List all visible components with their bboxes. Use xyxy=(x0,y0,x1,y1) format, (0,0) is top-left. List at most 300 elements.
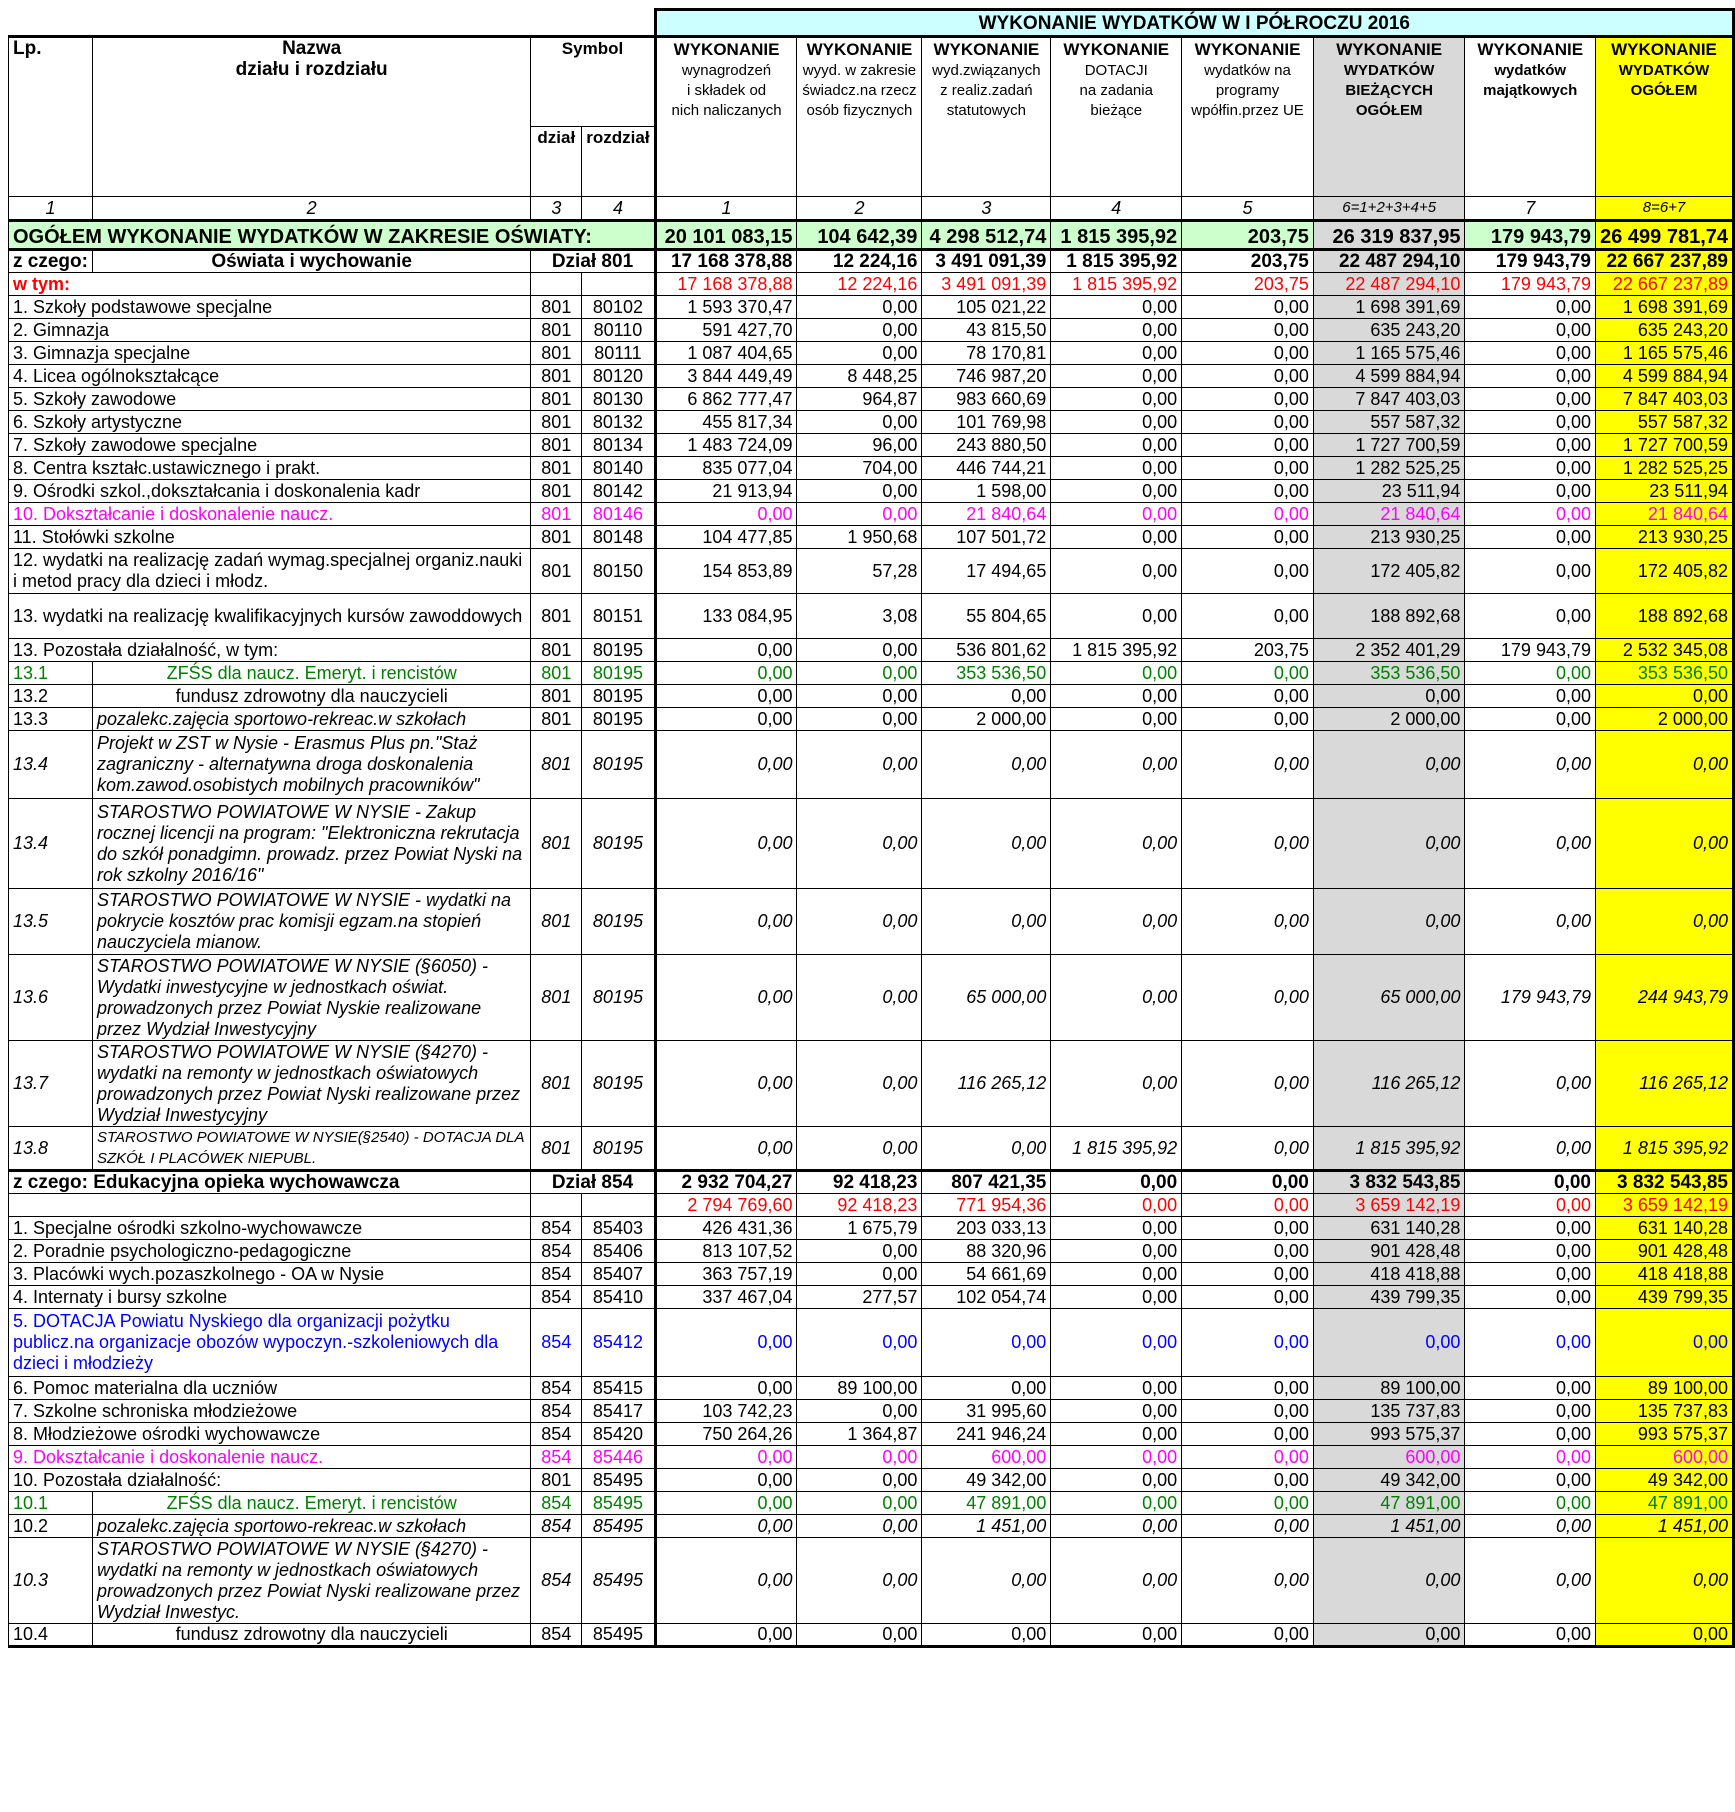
value-cell: 179 943,79 xyxy=(1465,273,1596,296)
value-cell: 244 943,79 xyxy=(1596,955,1734,1041)
value-cell: 12 224,16 xyxy=(797,273,922,296)
value-cell: 0,00 xyxy=(655,662,797,685)
value-cell: 103 742,23 xyxy=(655,1400,797,1423)
value-cell: 0,00 xyxy=(1182,296,1314,319)
value-cell: 135 737,83 xyxy=(1313,1400,1465,1423)
row-name: 10. Dokształcanie i doskonalenie naucz. xyxy=(9,503,531,526)
rozdzial-cell: 80195 xyxy=(582,1127,655,1171)
value-cell: 104 477,85 xyxy=(655,526,797,549)
value-cell: 0,00 xyxy=(1465,480,1596,503)
wtym-label: w tym: xyxy=(9,273,531,296)
value-cell: 0,00 xyxy=(1051,731,1182,799)
value-cell: 0,00 xyxy=(1465,434,1596,457)
value-cell: 0,00 xyxy=(797,1263,922,1286)
value-cell: 0,00 xyxy=(1596,731,1734,799)
value-cell: 0,00 xyxy=(1465,1263,1596,1286)
value-cell: 0,00 xyxy=(1182,342,1314,365)
value-cell: 3 832 543,85 xyxy=(1596,1171,1734,1194)
empty-cell xyxy=(531,1194,582,1217)
value-cell: 1 282 525,25 xyxy=(1596,457,1734,480)
rozdzial-cell: 80140 xyxy=(582,457,655,480)
table-row xyxy=(9,342,1734,365)
value-cell: 813 107,52 xyxy=(655,1240,797,1263)
rozdzial-cell: 80195 xyxy=(582,731,655,799)
value-cell: 0,00 xyxy=(797,889,922,955)
value-cell: 188 892,68 xyxy=(1596,594,1734,639)
value-cell: 0,00 xyxy=(1051,1423,1182,1446)
index-cell: 7 xyxy=(1465,197,1596,221)
rozdzial-cell: 85412 xyxy=(582,1309,655,1377)
value-cell: 0,00 xyxy=(1465,1171,1596,1194)
table-row xyxy=(9,365,1734,388)
table-row xyxy=(9,1217,1734,1240)
table-row xyxy=(9,1469,1734,1492)
value-cell: 771 954,36 xyxy=(922,1194,1051,1217)
value-cell: 0,00 xyxy=(797,1492,922,1515)
value-cell: 0,00 xyxy=(1051,662,1182,685)
table-row xyxy=(9,1377,1734,1400)
value-cell: 1 451,00 xyxy=(1596,1515,1734,1538)
value-cell: 96,00 xyxy=(797,434,922,457)
value-cell: 1 364,87 xyxy=(797,1423,922,1446)
sub-lp: 10.3 xyxy=(9,1538,93,1624)
value-cell: 43 815,50 xyxy=(922,319,1051,342)
dzial-cell: 854 xyxy=(531,1263,582,1286)
value-cell: 455 817,34 xyxy=(655,411,797,434)
value-cell: 107 501,72 xyxy=(922,526,1051,549)
value-cell: 241 946,24 xyxy=(922,1423,1051,1446)
value-cell: 4 298 512,74 xyxy=(922,221,1051,250)
sub-name: ZFŚS dla naucz. Emeryt. i rencistów xyxy=(92,662,530,685)
dzial-cell: 801 xyxy=(531,296,582,319)
value-cell: 0,00 xyxy=(922,731,1051,799)
sub-row xyxy=(9,1538,1734,1624)
table-row xyxy=(9,549,1734,594)
sub-row xyxy=(9,1624,1734,1647)
value-cell: 0,00 xyxy=(1313,889,1465,955)
value-cell: 1 727 700,59 xyxy=(1313,434,1465,457)
value-cell: 0,00 xyxy=(1465,342,1596,365)
value-cell: 0,00 xyxy=(797,799,922,889)
table-row xyxy=(9,1446,1734,1469)
table-row xyxy=(9,1309,1734,1377)
value-cell: 0,00 xyxy=(1465,662,1596,685)
rozdzial-cell: 85403 xyxy=(582,1217,655,1240)
dzial-cell: 854 xyxy=(531,1492,582,1515)
row-name: 8. Młodzieżowe ośrodki wychowawcze xyxy=(9,1423,531,1446)
value-cell: 0,00 xyxy=(655,1127,797,1171)
value-cell: 0,00 xyxy=(1051,1041,1182,1127)
value-cell: 0,00 xyxy=(1182,1515,1314,1538)
value-cell: 3 659 142,19 xyxy=(1596,1194,1734,1217)
dzial-cell: 801 xyxy=(531,480,582,503)
value-cell: 17 168 378,88 xyxy=(655,273,797,296)
value-cell: 203 033,13 xyxy=(922,1217,1051,1240)
value-cell: 901 428,48 xyxy=(1313,1240,1465,1263)
value-cell: 1 087 404,65 xyxy=(655,342,797,365)
value-cell: 835 077,04 xyxy=(655,457,797,480)
value-cell: 635 243,20 xyxy=(1596,319,1734,342)
value-cell: 1 698 391,69 xyxy=(1313,296,1465,319)
value-cell: 0,00 xyxy=(1051,889,1182,955)
value-cell: 0,00 xyxy=(1182,1492,1314,1515)
rozdzial-cell: 80102 xyxy=(582,296,655,319)
value-cell: 26 499 781,74 xyxy=(1596,221,1734,250)
table-row xyxy=(9,526,1734,549)
value-cell: 49 342,00 xyxy=(922,1469,1051,1492)
dzial-cell: 801 xyxy=(531,594,582,639)
value-cell: 0,00 xyxy=(1182,1286,1314,1309)
value-cell: 0,00 xyxy=(1051,955,1182,1041)
col-header-2: WYKONANIE wyyd. w zakresie świadcz.na rzecz osób fizycznych xyxy=(797,37,922,197)
row-name: 12. wydatki na realizację zadań wymag.specjalnej organiz.nauki i metod pracy dla dzieci i młodz. xyxy=(9,549,531,594)
value-cell: 7 847 403,03 xyxy=(1313,388,1465,411)
value-cell: 55 804,65 xyxy=(922,594,1051,639)
dzial-cell: 801 xyxy=(531,388,582,411)
value-cell: 4 599 884,94 xyxy=(1313,365,1465,388)
value-cell: 0,00 xyxy=(1051,388,1182,411)
sub-row xyxy=(9,955,1734,1041)
value-cell: 0,00 xyxy=(1596,1624,1734,1647)
value-cell: 1 165 575,46 xyxy=(1596,342,1734,365)
value-cell: 1 815 395,92 xyxy=(1596,1127,1734,1171)
value-cell: 1 815 395,92 xyxy=(1051,221,1182,250)
value-cell: 21 840,64 xyxy=(1596,503,1734,526)
value-cell: 0,00 xyxy=(1051,1538,1182,1624)
row-name: 6. Pomoc materialna dla uczniów xyxy=(9,1377,531,1400)
value-cell: 0,00 xyxy=(1465,503,1596,526)
value-cell: 89 100,00 xyxy=(1313,1377,1465,1400)
sub-lp: 13.4 xyxy=(9,799,93,889)
value-cell: 418 418,88 xyxy=(1596,1263,1734,1286)
value-cell: 1 598,00 xyxy=(922,480,1051,503)
value-cell: 0,00 xyxy=(655,955,797,1041)
col-header-3: WYKONANIE wyd.związanych z realiz.zadań statutowych xyxy=(922,37,1051,197)
value-cell: 0,00 xyxy=(1051,1515,1182,1538)
value-cell: 0,00 xyxy=(1182,685,1314,708)
value-cell: 0,00 xyxy=(1051,1194,1182,1217)
sub-lp: 13.6 xyxy=(9,955,93,1041)
value-cell: 0,00 xyxy=(1051,1469,1182,1492)
value-cell: 0,00 xyxy=(1182,955,1314,1041)
value-cell: 0,00 xyxy=(655,1446,797,1469)
value-cell: 0,00 xyxy=(1051,365,1182,388)
value-cell: 0,00 xyxy=(655,731,797,799)
dzial-cell: 801 xyxy=(531,411,582,434)
value-cell: 0,00 xyxy=(655,1492,797,1515)
value-cell: 17 168 378,88 xyxy=(655,250,797,273)
value-cell: 0,00 xyxy=(655,1515,797,1538)
value-cell: 89 100,00 xyxy=(797,1377,922,1400)
value-cell: 0,00 xyxy=(1182,1446,1314,1469)
value-cell: 0,00 xyxy=(1182,708,1314,731)
value-cell: 0,00 xyxy=(655,503,797,526)
value-cell: 0,00 xyxy=(655,1377,797,1400)
value-cell: 0,00 xyxy=(1051,685,1182,708)
value-cell: 3 491 091,39 xyxy=(922,250,1051,273)
value-cell: 20 101 083,15 xyxy=(655,221,797,250)
value-cell: 0,00 xyxy=(1465,1240,1596,1263)
col-header-6: WYKONANIE WYDATKÓW BIEŻĄCYCH OGÓŁEM xyxy=(1313,37,1465,197)
row-name: 7. Szkoły zawodowe specjalne xyxy=(9,434,531,457)
value-cell: 0,00 xyxy=(1465,708,1596,731)
value-cell: 0,00 xyxy=(1182,1127,1314,1171)
value-cell: 22 667 237,89 xyxy=(1596,273,1734,296)
value-cell: 1 483 724,09 xyxy=(655,434,797,457)
rozdzial-cell: 80195 xyxy=(582,708,655,731)
dzial-cell: 854 xyxy=(531,1423,582,1446)
index-cell: 8=6+7 xyxy=(1596,197,1734,221)
value-cell: 704,00 xyxy=(797,457,922,480)
row-name: 1. Specjalne ośrodki szkolno-wychowawcze xyxy=(9,1217,531,1240)
row-name: 7. Szkolne schroniska młodzieżowe xyxy=(9,1400,531,1423)
value-cell: 154 853,89 xyxy=(655,549,797,594)
value-cell: 0,00 xyxy=(655,1538,797,1624)
value-cell: 0,00 xyxy=(1465,526,1596,549)
value-cell: 0,00 xyxy=(1051,1446,1182,1469)
col-header-5: WYKONANIE wydatków na programy wpółfin.przez UE xyxy=(1182,37,1314,197)
value-cell: 49 342,00 xyxy=(1596,1469,1734,1492)
index-row xyxy=(9,197,1734,221)
row-name: 3. Placówki wych.pozaszkolnego - OA w Nysie xyxy=(9,1263,531,1286)
dzial-cell: 801 xyxy=(531,365,582,388)
sub-row xyxy=(9,708,1734,731)
value-cell: 337 467,04 xyxy=(655,1286,797,1309)
value-cell: 17 494,65 xyxy=(922,549,1051,594)
value-cell: 0,00 xyxy=(797,1446,922,1469)
dzial-cell: 801 xyxy=(531,342,582,365)
value-cell: 0,00 xyxy=(1182,503,1314,526)
row-name: 5. DOTACJA Powiatu Nyskiego dla organizacji pożytku publicz.na organizacje obozów wypoczyn.-szkoleniowych dla dzieci i młodzieży xyxy=(9,1309,531,1377)
name-header: Nazwa działu i rozdziału xyxy=(92,37,530,197)
value-cell: 0,00 xyxy=(655,1041,797,1127)
value-cell: 0,00 xyxy=(1051,457,1182,480)
rozdzial-cell: 85406 xyxy=(582,1240,655,1263)
value-cell: 600,00 xyxy=(1313,1446,1465,1469)
value-cell: 0,00 xyxy=(1051,480,1182,503)
value-cell: 0,00 xyxy=(1596,1538,1734,1624)
table-row xyxy=(9,457,1734,480)
value-cell: 47 891,00 xyxy=(1313,1492,1465,1515)
value-cell: 12 224,16 xyxy=(797,250,922,273)
value-cell: 88 320,96 xyxy=(922,1240,1051,1263)
value-cell: 0,00 xyxy=(1465,1492,1596,1515)
value-cell: 746 987,20 xyxy=(922,365,1051,388)
value-cell: 78 170,81 xyxy=(922,342,1051,365)
index-cell: 4 xyxy=(1051,197,1182,221)
value-cell: 426 431,36 xyxy=(655,1217,797,1240)
value-cell: 0,00 xyxy=(797,708,922,731)
value-cell: 21 840,64 xyxy=(1313,503,1465,526)
section-prefix: z czego: xyxy=(9,250,93,273)
value-cell: 901 428,48 xyxy=(1596,1240,1734,1263)
expenditure-table xyxy=(8,8,1735,1648)
value-cell: 439 799,35 xyxy=(1313,1286,1465,1309)
row-name: 10. Pozostała działalność: xyxy=(9,1469,531,1492)
rozdzial-cell: 80151 xyxy=(582,594,655,639)
value-cell: 0,00 xyxy=(797,731,922,799)
sub-name: ZFŚS dla naucz. Emeryt. i rencistów xyxy=(92,1492,530,1515)
table-row xyxy=(9,594,1734,639)
value-cell: 0,00 xyxy=(1465,1217,1596,1240)
value-cell: 983 660,69 xyxy=(922,388,1051,411)
rozdzial-cell: 85495 xyxy=(582,1538,655,1624)
value-cell: 0,00 xyxy=(922,889,1051,955)
rozdzial-cell: 80132 xyxy=(582,411,655,434)
value-cell: 0,00 xyxy=(1465,1423,1596,1446)
value-cell: 7 847 403,03 xyxy=(1596,388,1734,411)
col-header-4: WYKONANIE DOTACJI na zadania bieżące xyxy=(1051,37,1182,197)
value-cell: 600,00 xyxy=(922,1446,1051,1469)
value-cell: 1 282 525,25 xyxy=(1313,457,1465,480)
value-cell: 0,00 xyxy=(1465,1515,1596,1538)
value-cell: 0,00 xyxy=(1051,1217,1182,1240)
table-row xyxy=(9,388,1734,411)
value-cell: 0,00 xyxy=(797,1309,922,1377)
value-cell: 0,00 xyxy=(1596,889,1734,955)
sub-row xyxy=(9,662,1734,685)
value-cell: 0,00 xyxy=(1465,1194,1596,1217)
sub-lp: 10.2 xyxy=(9,1515,93,1538)
rozdzial-cell: 85417 xyxy=(582,1400,655,1423)
table-row xyxy=(9,1263,1734,1286)
dzial-header: dział xyxy=(531,127,582,197)
rozdzial-cell: 80195 xyxy=(582,889,655,955)
value-cell: 0,00 xyxy=(1182,662,1314,685)
section-label: Oświata i wychowanie xyxy=(92,250,530,273)
section-dzial: Dział 801 xyxy=(531,250,655,273)
value-cell: 0,00 xyxy=(1465,1624,1596,1647)
value-cell: 0,00 xyxy=(797,639,922,662)
rozdzial-cell: 80195 xyxy=(582,685,655,708)
value-cell: 0,00 xyxy=(1465,1041,1596,1127)
sub-name: fundusz zdrowotny dla nauczycieli xyxy=(92,1624,530,1647)
value-cell: 0,00 xyxy=(1051,1400,1182,1423)
value-cell: 3,08 xyxy=(797,594,922,639)
value-cell: 536 801,62 xyxy=(922,639,1051,662)
value-cell: 0,00 xyxy=(1051,1309,1182,1377)
value-cell: 0,00 xyxy=(1182,731,1314,799)
value-cell: 0,00 xyxy=(1596,1309,1734,1377)
lp-header: Lp. xyxy=(9,37,93,197)
dzial-cell: 854 xyxy=(531,1217,582,1240)
row-name: 1. Szkoły podstawowe specjalne xyxy=(9,296,531,319)
index-cell: 1 xyxy=(9,197,93,221)
dzial-cell: 854 xyxy=(531,1309,582,1377)
value-cell: 0,00 xyxy=(1596,799,1734,889)
value-cell: 2 000,00 xyxy=(922,708,1051,731)
sub-lp: 13.5 xyxy=(9,889,93,955)
value-cell: 0,00 xyxy=(1051,434,1182,457)
value-cell: 1 451,00 xyxy=(1313,1515,1465,1538)
total-row xyxy=(9,221,1734,250)
sub-lp: 13.7 xyxy=(9,1041,93,1127)
dzial-cell: 801 xyxy=(531,639,582,662)
value-cell: 0,00 xyxy=(1465,594,1596,639)
value-cell: 6 862 777,47 xyxy=(655,388,797,411)
value-cell: 1 698 391,69 xyxy=(1596,296,1734,319)
rozdzial-cell: 80148 xyxy=(582,526,655,549)
sub-row xyxy=(9,889,1734,955)
dzial-cell: 854 xyxy=(531,1240,582,1263)
value-cell: 0,00 xyxy=(1182,549,1314,594)
dzial-cell: 801 xyxy=(531,434,582,457)
value-cell: 0,00 xyxy=(797,955,922,1041)
row-name: 13. Pozostała działalność, w tym: xyxy=(9,639,531,662)
value-cell: 0,00 xyxy=(1182,319,1314,342)
value-cell: 133 084,95 xyxy=(655,594,797,639)
value-cell: 105 021,22 xyxy=(922,296,1051,319)
value-cell: 0,00 xyxy=(797,503,922,526)
dzial-cell: 854 xyxy=(531,1286,582,1309)
dzial-cell: 801 xyxy=(531,662,582,685)
col-header-1: WYKONANIE wynagrodzeń i składek od nich naliczanych xyxy=(655,37,797,197)
value-cell: 0,00 xyxy=(1051,1624,1182,1647)
value-cell: 0,00 xyxy=(797,1624,922,1647)
dzial-cell: 801 xyxy=(531,503,582,526)
value-cell: 0,00 xyxy=(655,708,797,731)
value-cell: 0,00 xyxy=(797,685,922,708)
value-cell: 1 165 575,46 xyxy=(1313,342,1465,365)
value-cell: 557 587,32 xyxy=(1596,411,1734,434)
index-cell: 2 xyxy=(797,197,922,221)
value-cell: 188 892,68 xyxy=(1313,594,1465,639)
value-cell: 0,00 xyxy=(797,1469,922,1492)
sub-row xyxy=(9,799,1734,889)
value-cell: 101 769,98 xyxy=(922,411,1051,434)
value-cell: 750 264,26 xyxy=(655,1423,797,1446)
value-cell: 2 000,00 xyxy=(1596,708,1734,731)
dzial-cell: 801 xyxy=(531,319,582,342)
value-cell: 0,00 xyxy=(797,1127,922,1171)
sub-lp: 13.1 xyxy=(9,662,93,685)
value-cell: 0,00 xyxy=(1182,889,1314,955)
value-cell: 3 844 449,49 xyxy=(655,365,797,388)
value-cell: 0,00 xyxy=(1465,365,1596,388)
dzial-cell: 801 xyxy=(531,731,582,799)
value-cell: 179 943,79 xyxy=(1465,221,1596,250)
value-cell: 1 815 395,92 xyxy=(1051,250,1182,273)
value-cell: 26 319 837,95 xyxy=(1313,221,1465,250)
sub-name: pozalekc.zajęcia sportowo-rekreac.w szkołach xyxy=(92,1515,530,1538)
dzial-cell: 801 xyxy=(531,889,582,955)
sub-name: STAROSTWO POWIATOWE W NYSIE - wydatki na pokrycie kosztów prac komisji egzam.na stopień nauczyciela mianow. xyxy=(92,889,530,955)
value-cell: 1 451,00 xyxy=(922,1515,1051,1538)
rozdzial-cell: 85410 xyxy=(582,1286,655,1309)
rozdzial-cell: 80195 xyxy=(582,1041,655,1127)
value-cell: 0,00 xyxy=(922,685,1051,708)
value-cell: 0,00 xyxy=(1465,1400,1596,1423)
index-cell: 3 xyxy=(922,197,1051,221)
value-cell: 0,00 xyxy=(1051,1286,1182,1309)
rozdzial-cell: 85495 xyxy=(582,1515,655,1538)
sub-row xyxy=(9,1041,1734,1127)
value-cell: 49 342,00 xyxy=(1313,1469,1465,1492)
table-row xyxy=(9,1423,1734,1446)
rozdzial-cell: 85407 xyxy=(582,1263,655,1286)
value-cell: 0,00 xyxy=(1051,296,1182,319)
value-cell: 0,00 xyxy=(797,480,922,503)
value-cell: 135 737,83 xyxy=(1596,1400,1734,1423)
value-cell: 0,00 xyxy=(1313,1538,1465,1624)
dzial-cell: 801 xyxy=(531,526,582,549)
rozdzial-cell: 85415 xyxy=(582,1377,655,1400)
sub-lp: 13.3 xyxy=(9,708,93,731)
dzial-cell: 854 xyxy=(531,1624,582,1647)
dzial-cell: 801 xyxy=(531,1041,582,1127)
dzial-cell: 854 xyxy=(531,1377,582,1400)
rozdzial-header: rozdział xyxy=(582,127,655,197)
